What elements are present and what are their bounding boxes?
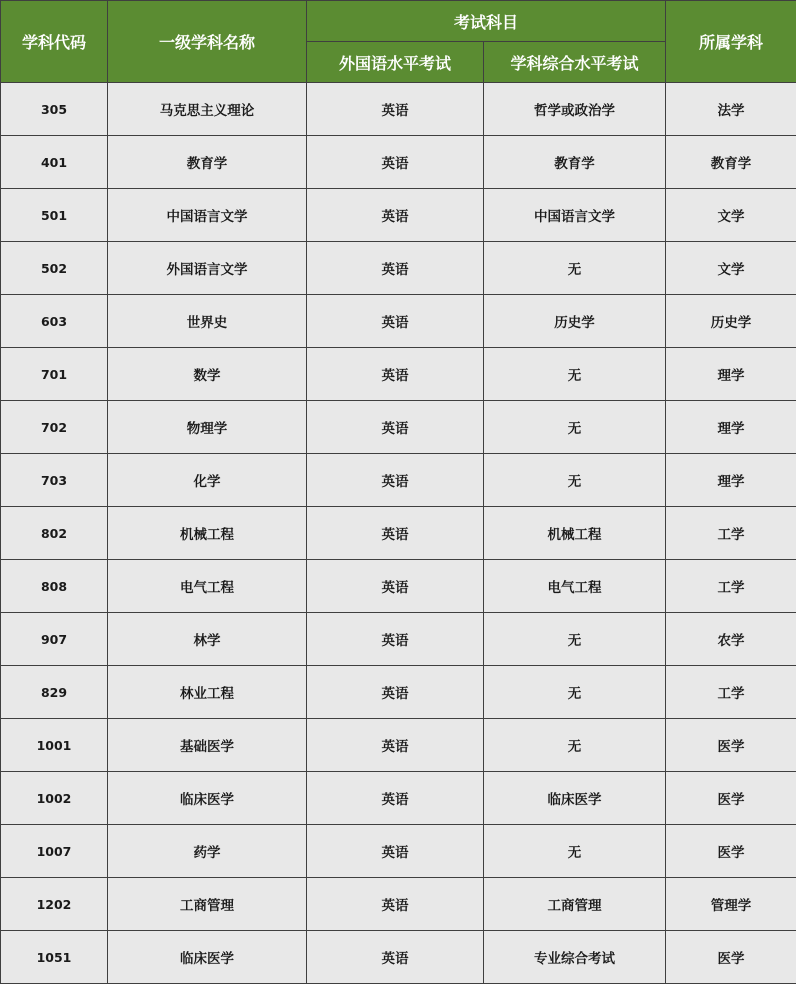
cell-subject-name: 工商管理	[108, 878, 307, 931]
cell-subject-name: 物理学	[108, 401, 307, 454]
cell-foreign-lang: 英语	[307, 878, 484, 931]
header-exam-group: 考试科目	[307, 1, 666, 42]
cell-comprehensive: 中国语言文学	[484, 189, 666, 242]
header-name: 一级学科名称	[108, 1, 307, 83]
cell-code: 1051	[1, 931, 108, 984]
cell-code: 829	[1, 666, 108, 719]
cell-comprehensive: 无	[484, 719, 666, 772]
header-row-top	[1, 1, 796, 42]
table-row	[1, 613, 796, 666]
table-row	[1, 401, 796, 454]
cell-foreign-lang: 英语	[307, 772, 484, 825]
table-row	[1, 772, 796, 825]
table-row	[1, 719, 796, 772]
cell-comprehensive: 教育学	[484, 136, 666, 189]
cell-category: 农学	[666, 613, 796, 666]
cell-subject-name: 中国语言文学	[108, 189, 307, 242]
cell-category: 工学	[666, 507, 796, 560]
cell-category: 教育学	[666, 136, 796, 189]
cell-comprehensive: 无	[484, 666, 666, 719]
cell-comprehensive: 哲学或政治学	[484, 83, 666, 136]
cell-foreign-lang: 英语	[307, 931, 484, 984]
table-row	[1, 83, 796, 136]
cell-code: 802	[1, 507, 108, 560]
table-row	[1, 560, 796, 613]
cell-subject-name: 外国语言文学	[108, 242, 307, 295]
header-foreign-lang: 外国语水平考试	[307, 42, 484, 83]
cell-comprehensive: 无	[484, 825, 666, 878]
table-row	[1, 507, 796, 560]
cell-foreign-lang: 英语	[307, 295, 484, 348]
cell-category: 医学	[666, 719, 796, 772]
table-row	[1, 454, 796, 507]
table-body	[1, 83, 796, 984]
cell-comprehensive: 工商管理	[484, 878, 666, 931]
cell-code: 1202	[1, 878, 108, 931]
cell-category: 医学	[666, 825, 796, 878]
cell-subject-name: 药学	[108, 825, 307, 878]
cell-comprehensive: 机械工程	[484, 507, 666, 560]
cell-foreign-lang: 英语	[307, 666, 484, 719]
cell-foreign-lang: 英语	[307, 560, 484, 613]
cell-subject-name: 林业工程	[108, 666, 307, 719]
cell-foreign-lang: 英语	[307, 825, 484, 878]
header-comprehensive: 学科综合水平考试	[484, 42, 666, 83]
cell-category: 文学	[666, 189, 796, 242]
cell-category: 文学	[666, 242, 796, 295]
table-row	[1, 189, 796, 242]
cell-comprehensive: 无	[484, 401, 666, 454]
table-row	[1, 825, 796, 878]
cell-category: 法学	[666, 83, 796, 136]
cell-category: 理学	[666, 401, 796, 454]
table-row	[1, 666, 796, 719]
cell-code: 808	[1, 560, 108, 613]
cell-subject-name: 世界史	[108, 295, 307, 348]
cell-comprehensive: 历史学	[484, 295, 666, 348]
cell-category: 工学	[666, 666, 796, 719]
table-header	[1, 1, 796, 83]
table-row	[1, 931, 796, 984]
cell-subject-name: 基础医学	[108, 719, 307, 772]
cell-category: 理学	[666, 348, 796, 401]
cell-category: 医学	[666, 772, 796, 825]
table-row	[1, 878, 796, 931]
cell-subject-name: 马克思主义理论	[108, 83, 307, 136]
cell-code: 401	[1, 136, 108, 189]
cell-code: 702	[1, 401, 108, 454]
cell-foreign-lang: 英语	[307, 348, 484, 401]
cell-comprehensive: 电气工程	[484, 560, 666, 613]
cell-comprehensive: 无	[484, 454, 666, 507]
cell-subject-name: 教育学	[108, 136, 307, 189]
cell-comprehensive: 临床医学	[484, 772, 666, 825]
cell-code: 703	[1, 454, 108, 507]
cell-foreign-lang: 英语	[307, 507, 484, 560]
cell-subject-name: 临床医学	[108, 931, 307, 984]
cell-code: 305	[1, 83, 108, 136]
cell-category: 工学	[666, 560, 796, 613]
cell-subject-name: 机械工程	[108, 507, 307, 560]
cell-foreign-lang: 英语	[307, 136, 484, 189]
cell-comprehensive: 无	[484, 348, 666, 401]
cell-code: 907	[1, 613, 108, 666]
cell-foreign-lang: 英语	[307, 613, 484, 666]
cell-code: 1001	[1, 719, 108, 772]
cell-category: 医学	[666, 931, 796, 984]
table-row	[1, 295, 796, 348]
cell-subject-name: 数学	[108, 348, 307, 401]
cell-subject-name: 化学	[108, 454, 307, 507]
cell-category: 理学	[666, 454, 796, 507]
cell-foreign-lang: 英语	[307, 242, 484, 295]
cell-category: 管理学	[666, 878, 796, 931]
cell-foreign-lang: 英语	[307, 719, 484, 772]
cell-subject-name: 林学	[108, 613, 307, 666]
header-category: 所属学科	[666, 1, 796, 83]
cell-foreign-lang: 英语	[307, 454, 484, 507]
cell-code: 502	[1, 242, 108, 295]
cell-comprehensive: 无	[484, 242, 666, 295]
cell-comprehensive: 专业综合考试	[484, 931, 666, 984]
cell-subject-name: 电气工程	[108, 560, 307, 613]
table-row	[1, 136, 796, 189]
cell-code: 1002	[1, 772, 108, 825]
cell-code: 501	[1, 189, 108, 242]
cell-subject-name: 临床医学	[108, 772, 307, 825]
cell-comprehensive: 无	[484, 613, 666, 666]
cell-code: 701	[1, 348, 108, 401]
cell-code: 603	[1, 295, 108, 348]
cell-code: 1007	[1, 825, 108, 878]
cell-foreign-lang: 英语	[307, 401, 484, 454]
cell-foreign-lang: 英语	[307, 83, 484, 136]
table-row	[1, 242, 796, 295]
cell-foreign-lang: 英语	[307, 189, 484, 242]
cell-category: 历史学	[666, 295, 796, 348]
header-code: 学科代码	[1, 1, 108, 83]
table-row	[1, 348, 796, 401]
